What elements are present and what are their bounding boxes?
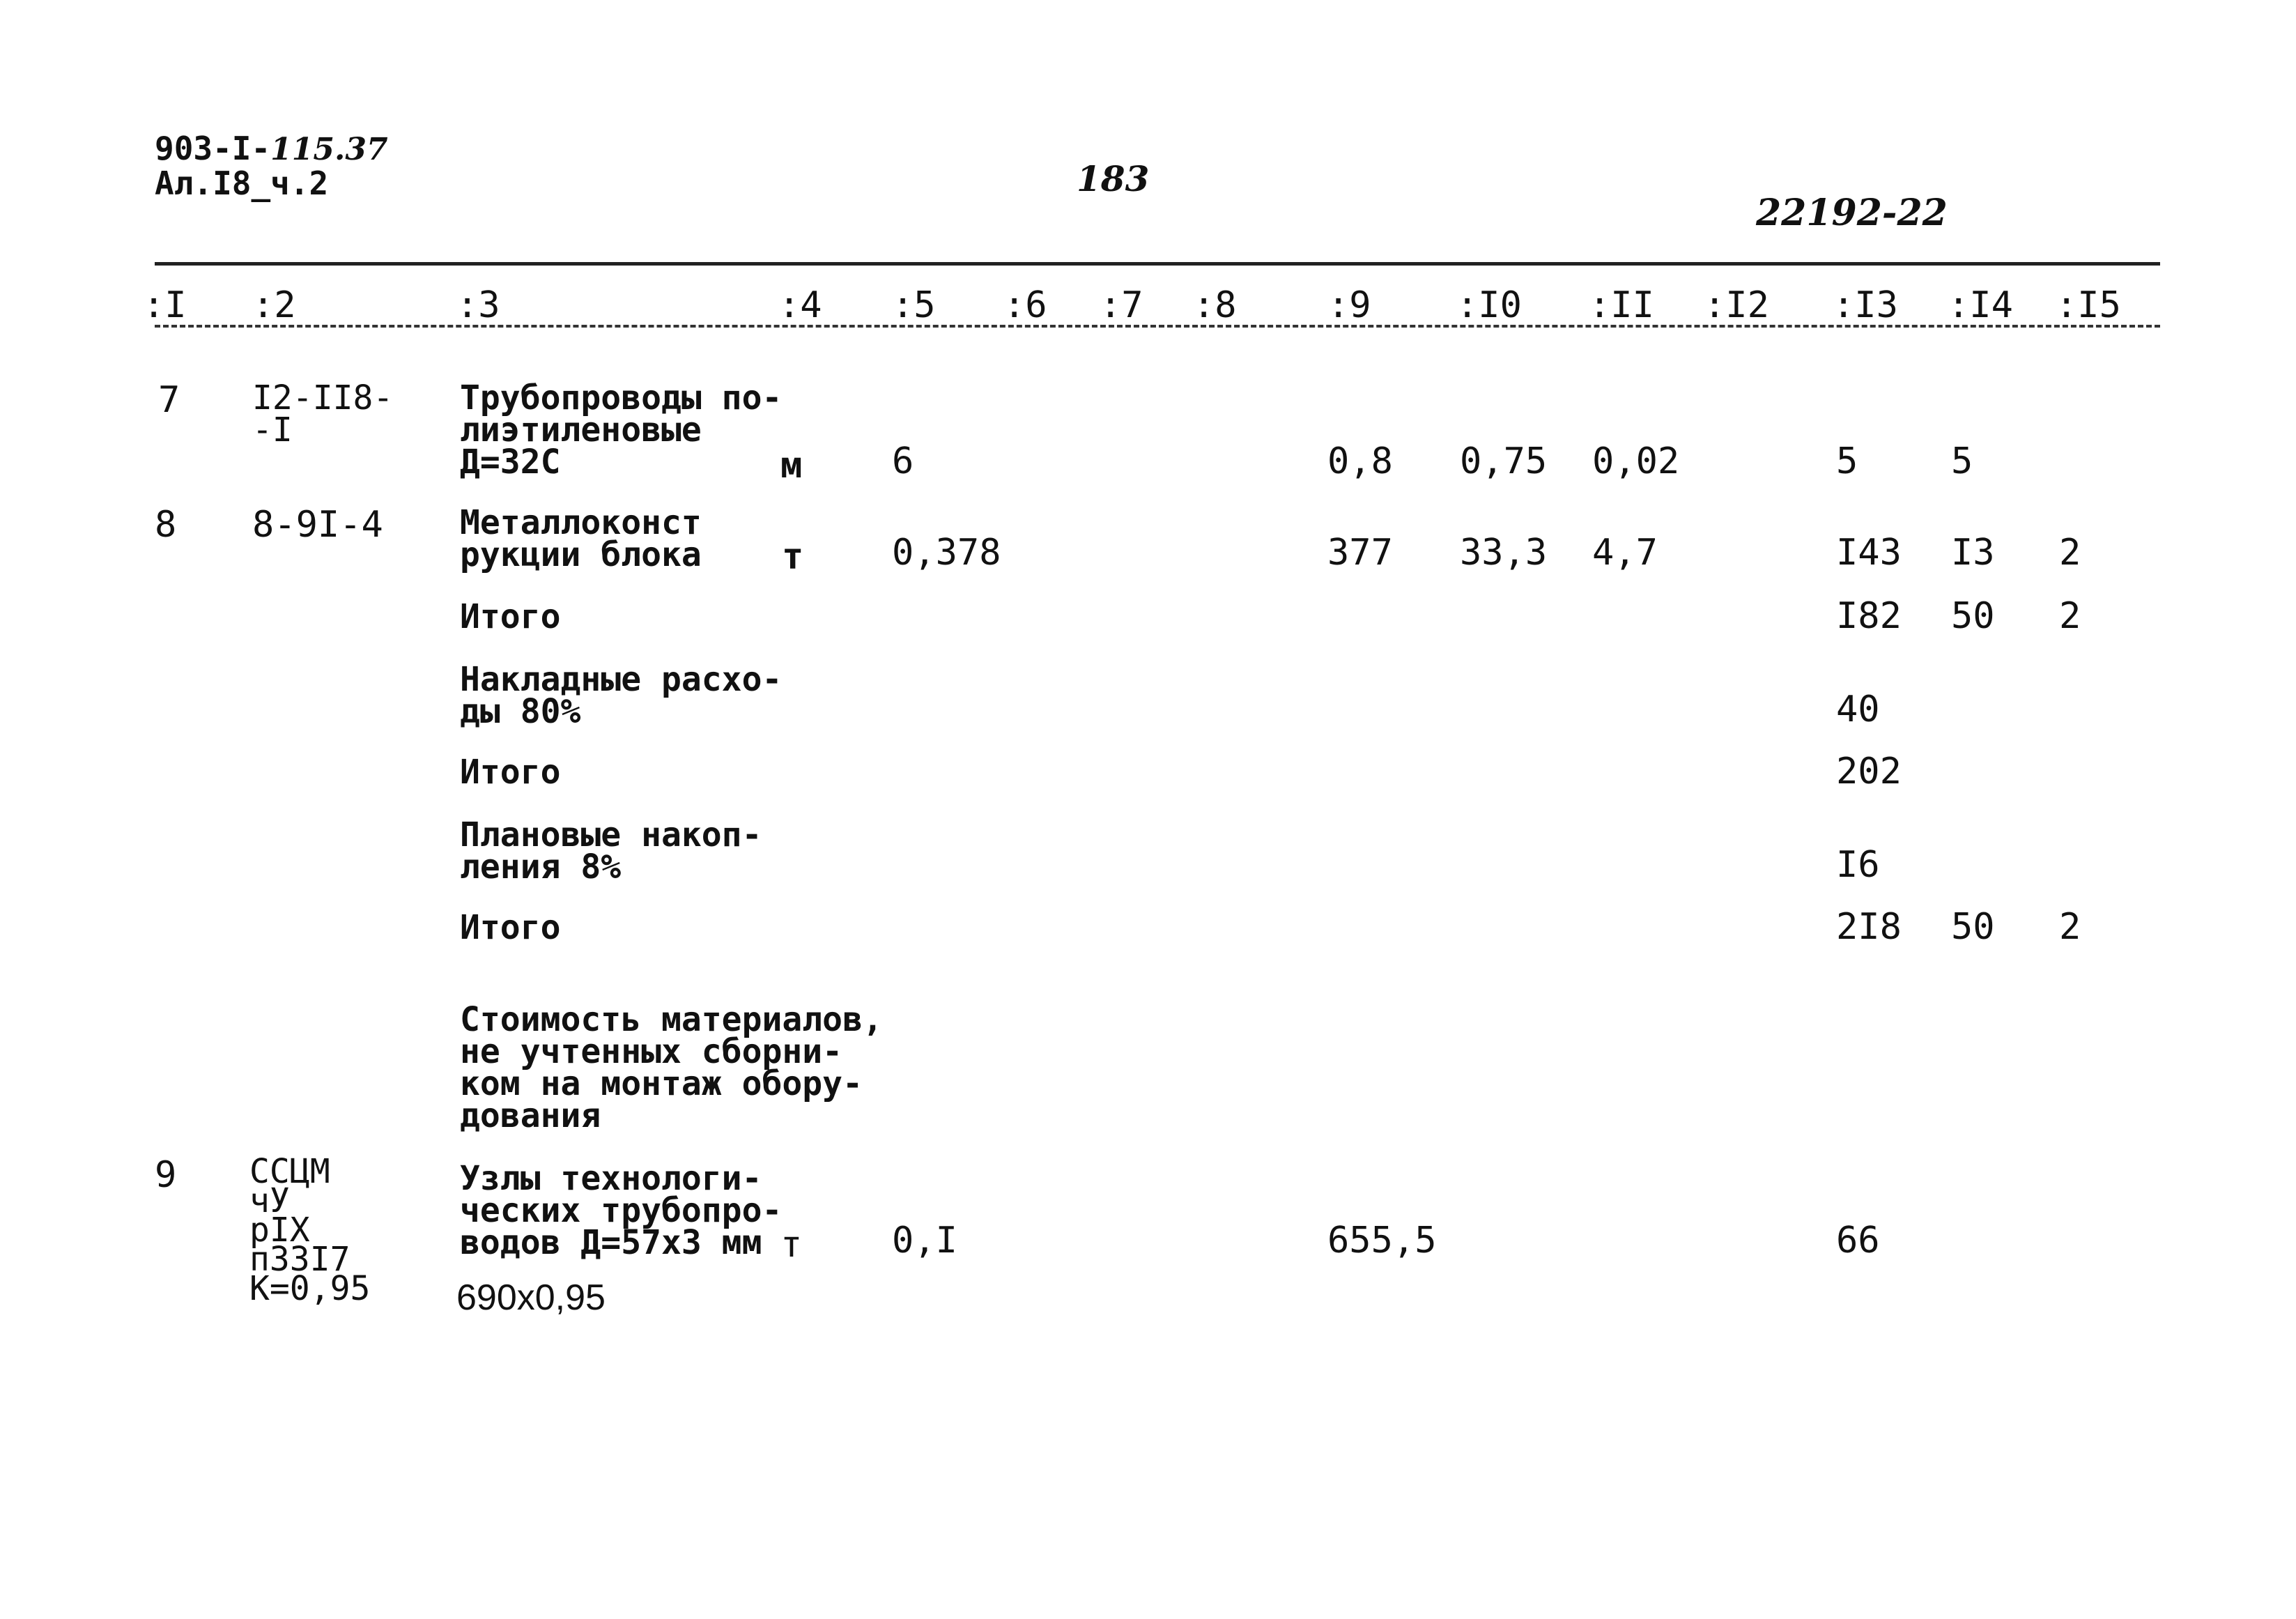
value-col-13: I82 <box>1836 595 1902 637</box>
quantity: 0,I <box>892 1220 957 1261</box>
total-label: Итого <box>460 753 561 792</box>
overhead-label: Накладные расхо- ды 80% <box>460 660 783 731</box>
price-calculation: 690х0,95 <box>456 1277 606 1318</box>
column-header-7: :7 <box>1100 284 1143 326</box>
value-col-9: 377 <box>1327 532 1393 574</box>
header-top-rule <box>155 262 2160 266</box>
doc-number-handwritten: 115.37 <box>270 132 388 167</box>
unit: т <box>782 536 804 578</box>
total-label: Итого <box>460 908 561 947</box>
value-col-11: 4,7 <box>1592 532 1658 574</box>
value-col-13: 5 <box>1836 440 1858 482</box>
value-col-13: I6 <box>1836 844 1880 886</box>
rate-code: ССЦМ чУ pIX п33I7 К=0,95 <box>249 1152 371 1308</box>
row-number: 8 <box>155 504 177 546</box>
row-number: 7 <box>158 379 180 421</box>
value-col-14: 5 <box>1951 440 1973 482</box>
column-header-1: :I <box>143 284 187 326</box>
value-col-14: I3 <box>1951 532 1995 574</box>
item-name: Металлоконст рукции блока <box>460 503 702 574</box>
column-header-8: :8 <box>1193 284 1237 326</box>
quantity: 0,378 <box>892 532 1001 574</box>
unit: м <box>780 445 803 486</box>
value-col-14: 50 <box>1951 906 1995 948</box>
quantity: 6 <box>892 440 914 482</box>
value-col-9: 0,8 <box>1327 440 1393 482</box>
album-reference: Ал.I8_ч.2 <box>155 164 329 202</box>
column-header-2: :2 <box>252 284 296 326</box>
column-header-5: :5 <box>892 284 936 326</box>
column-header-12: :I2 <box>1704 284 1769 326</box>
value-col-13: 66 <box>1836 1220 1880 1261</box>
value-col-15: 2 <box>2059 595 2081 637</box>
column-header-4: :4 <box>778 284 822 326</box>
row-number: 9 <box>155 1154 177 1196</box>
column-header-10: :I0 <box>1456 284 1522 326</box>
value-col-14: 50 <box>1951 595 1995 637</box>
item-name: Узлы технологи- ческих трубопро- водов Д=57х3 мм <box>460 1159 783 1262</box>
value-col-10: 33,3 <box>1460 532 1548 574</box>
column-header-11: :II <box>1589 284 1654 326</box>
doc-number-printed: 903-I- <box>155 130 271 167</box>
column-header-13: :I3 <box>1833 284 1898 326</box>
value-col-13: 40 <box>1836 689 1880 730</box>
total-label: Итого <box>460 597 561 636</box>
value-col-13: 2I8 <box>1836 906 1902 948</box>
value-col-13: 202 <box>1836 751 1902 792</box>
value-col-13: I43 <box>1836 532 1902 574</box>
value-col-10: 0,75 <box>1460 440 1548 482</box>
section-heading: Стоимость материалов, не учтенных сборни- ком на монтаж обору- дования <box>460 1000 883 1135</box>
page-number: 183 <box>1077 158 1150 199</box>
column-header-6: :6 <box>1003 284 1047 326</box>
item-name: Трубопроводы по- лиэтиленовые Д=32С <box>460 378 783 482</box>
column-header-9: :9 <box>1327 284 1371 326</box>
value-col-15: 2 <box>2059 532 2081 574</box>
value-col-15: 2 <box>2059 906 2081 948</box>
rate-code: 8-9I-4 <box>252 504 383 546</box>
doc-number <box>155 132 388 165</box>
value-col-11: 0,02 <box>1592 440 1680 482</box>
planned-savings-label: Плановые накоп- ления 8% <box>460 815 762 887</box>
column-header-14: :I4 <box>1948 284 2013 326</box>
column-header-15: :I5 <box>2056 284 2121 326</box>
project-code: 22192-22 <box>1756 192 1948 234</box>
unit: т <box>780 1224 803 1266</box>
column-header-3: :3 <box>456 284 500 326</box>
value-col-9: 655,5 <box>1327 1220 1437 1261</box>
rate-code: I2-II8- -I <box>252 378 394 450</box>
